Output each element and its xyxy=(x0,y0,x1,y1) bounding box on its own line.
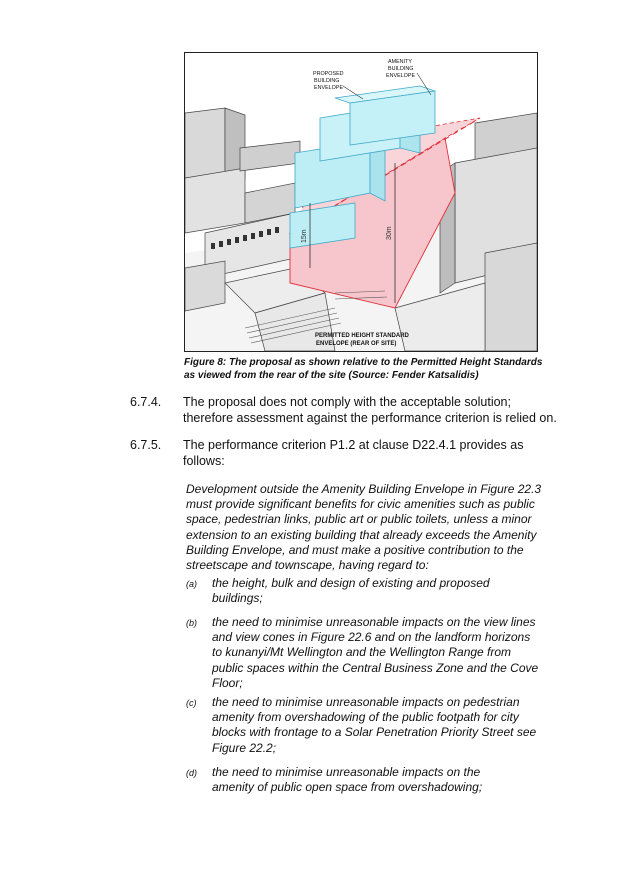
list-item-text xyxy=(212,765,572,795)
paragraph-line: The performance criterion P1.2 at clause D22.4.1 provides as xyxy=(183,438,524,452)
list-item-line: the height, bulk and design of existing and proposed xyxy=(212,576,490,590)
label-proposed-2: BUILDING xyxy=(314,78,340,84)
list-item-line: public spaces within the Central Business Zone and the Cove xyxy=(212,660,539,675)
list-item-line: the need to minimise unreasonable impacts on the xyxy=(212,765,481,779)
caption-line: Figure 8: The proposal as shown relative to the Permitted Height Standards xyxy=(184,357,543,368)
list-item-text xyxy=(212,615,572,691)
list-item-line: Floor; xyxy=(212,675,243,690)
list-item-line: the need to minimise unreasonable impacts on the view lines xyxy=(212,615,536,629)
label-permitted-1: PERMITTED HEIGHT STANDARD xyxy=(315,333,409,339)
label-amenity-2: BUILDING xyxy=(388,66,414,72)
paragraph-number: 6.7.4. xyxy=(130,395,162,409)
caption-line: as viewed from the rear of the site (Source: Fender Katsalidis) xyxy=(184,370,479,381)
quote-line: must provide significant benefits for civic amenities such as public xyxy=(186,497,535,512)
paragraph-text xyxy=(183,438,583,469)
paragraph-line: therefore assessment against the performance criterion is relied on. xyxy=(183,410,557,425)
list-item-line: and view cones in Figure 22.6 and on the landform horizons xyxy=(212,630,531,645)
figure-caption xyxy=(184,356,584,382)
list-item-line: amenity from overshadowing of the public footpath for city xyxy=(212,710,519,725)
list-item-line: to kunanyi/Mt Wellington and the Wellington Range from xyxy=(212,645,512,660)
paragraph-text xyxy=(183,395,583,426)
label-proposed-1: PROPOSED xyxy=(313,71,344,77)
quote-line: space, pedestrian links, public art or public toilets, unless a minor xyxy=(186,512,532,527)
list-item-label: (d) xyxy=(186,768,197,778)
list-item-line: amenity of public open space from overshadowing; xyxy=(212,780,483,795)
dim-15m: 15m xyxy=(301,229,308,243)
paragraph-number: 6.7.5. xyxy=(130,438,162,452)
building-envelope-drawing xyxy=(185,53,537,351)
quote-line: Building Envelope, and must make a positive contribution to the xyxy=(186,542,524,557)
list-item-label: (b) xyxy=(186,618,197,628)
quoted-criterion xyxy=(186,482,566,573)
paragraph-line: follows: xyxy=(183,453,225,468)
list-item-label: (c) xyxy=(186,698,197,708)
list-item-line: the need to minimise unreasonable impacts on pedestrian xyxy=(212,695,520,709)
figure-8-illustration xyxy=(184,52,538,352)
label-permitted-2: ENVELOPE (REAR OF SITE) xyxy=(316,341,397,347)
list-item-text xyxy=(212,576,572,606)
label-amenity-1: AMENITY xyxy=(388,59,412,65)
quote-line: Development outside the Amenity Building Envelope in Figure 22.3 xyxy=(186,482,542,496)
list-item-label: (a) xyxy=(186,579,197,589)
label-amenity-3: ENVELOPE xyxy=(386,73,416,79)
dim-30m: 30m xyxy=(386,226,393,240)
quote-line: streetscape and townscape, having regard to: xyxy=(186,558,429,573)
label-proposed-3: ENVELOPE xyxy=(314,85,344,91)
quote-line: extension to an existing building that already exceeds the Amenity xyxy=(186,527,537,542)
list-item-line: Figure 22.2; xyxy=(212,740,277,755)
list-item-line: blocks with frontage to a Solar Penetration Priority Street see xyxy=(212,725,537,740)
list-item-text xyxy=(212,695,572,756)
paragraph-line: The proposal does not comply with the acceptable solution; xyxy=(183,395,511,409)
list-item-line: buildings; xyxy=(212,591,263,606)
